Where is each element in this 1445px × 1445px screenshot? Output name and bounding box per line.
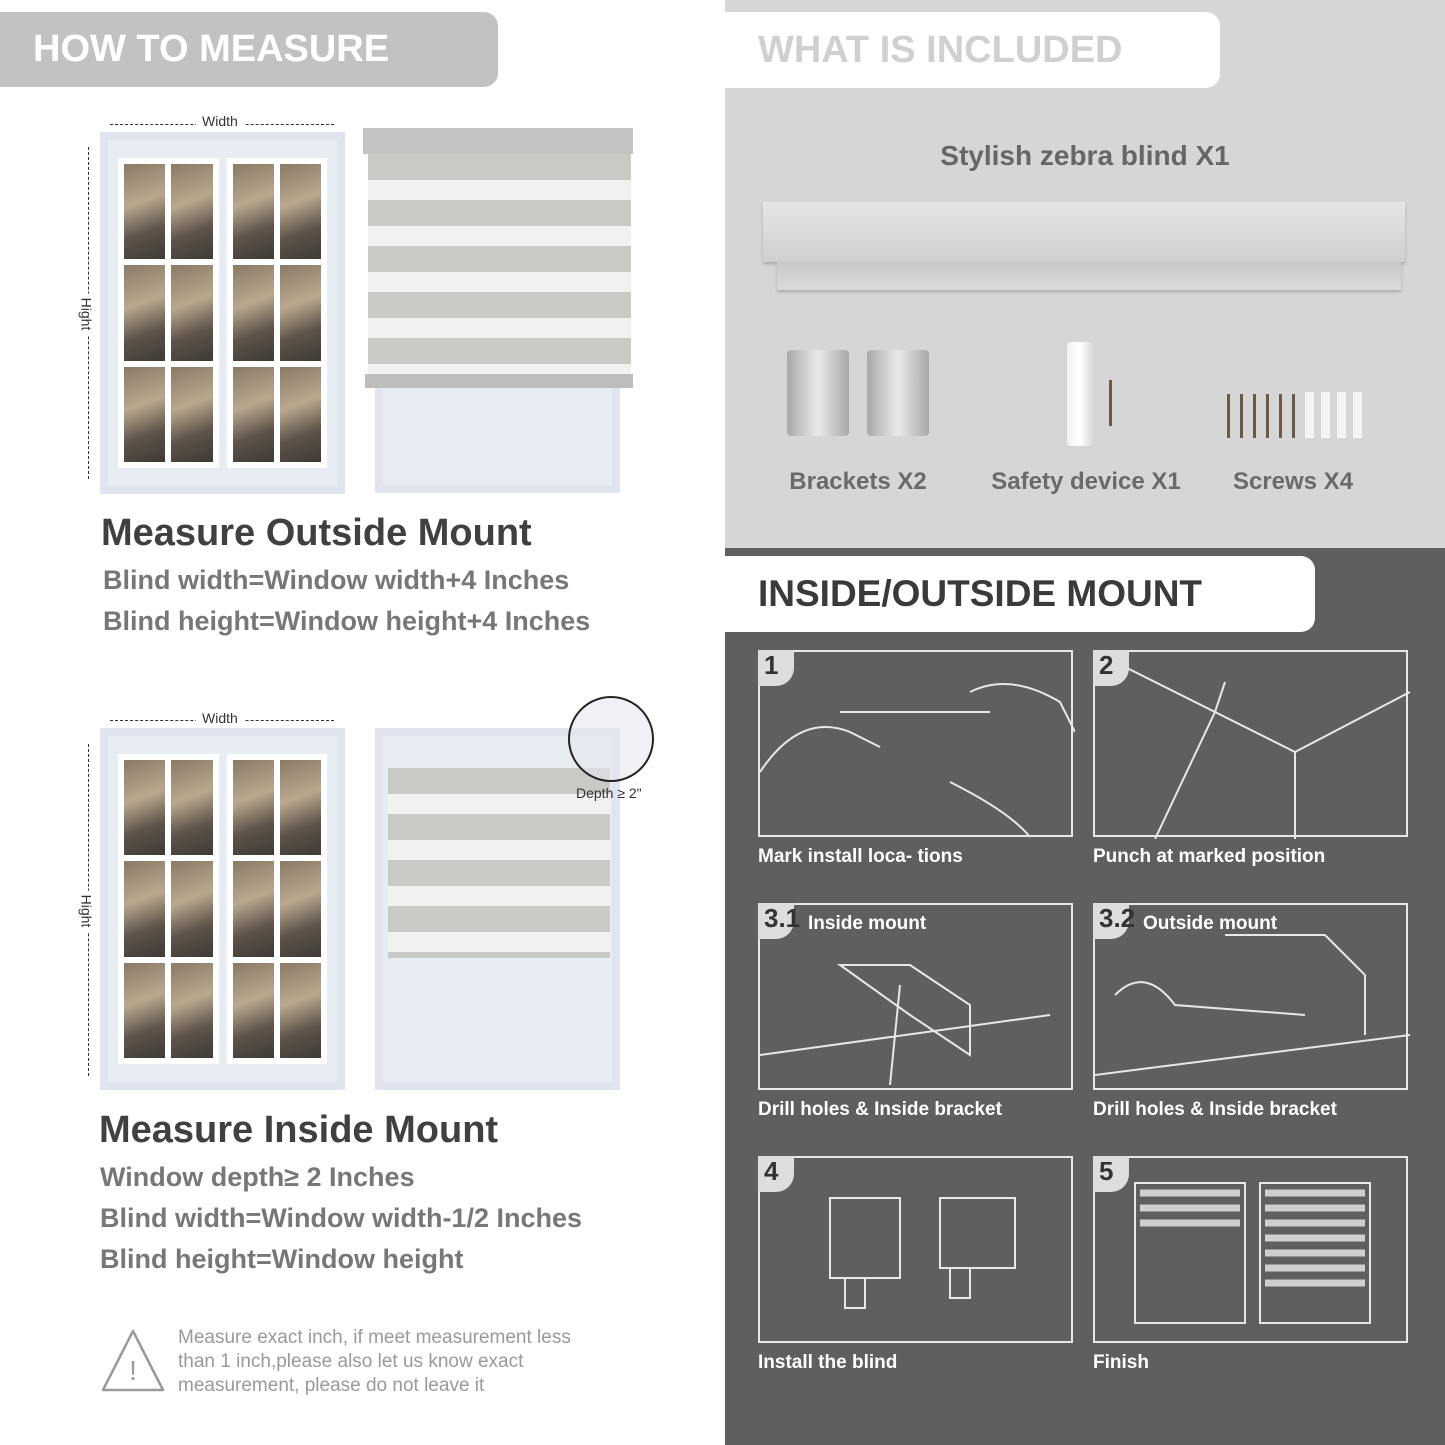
- warning-line: Measure exact inch, if meet measurement less: [178, 1327, 571, 1348]
- step-number: 3.2: [1093, 903, 1129, 939]
- outside-mount-rules: [103, 560, 590, 642]
- included-item-label: Screws X4: [1232, 468, 1354, 495]
- step-title: Outside mount: [1143, 913, 1278, 934]
- step-number: 1: [758, 650, 794, 686]
- step-5-illustration: [758, 1156, 1073, 1343]
- step-number: 3.1: [758, 903, 794, 939]
- height-label: Hight: [78, 891, 94, 932]
- mount-header: INSIDE/OUTSIDE MOUNT: [725, 556, 1315, 632]
- step-caption: Drill holes & Inside bracket: [1093, 1099, 1337, 1120]
- step-6-illustration: [1093, 1156, 1408, 1343]
- warning-text: [178, 1326, 571, 1398]
- inside-mount-rules: [100, 1157, 582, 1280]
- outside-mount-title: Measure Outside Mount: [101, 512, 532, 554]
- step-number: 4: [758, 1156, 794, 1192]
- what-is-included-panel: [725, 0, 1445, 548]
- included-item-label: Safety device X1: [991, 468, 1181, 495]
- step-caption: Mark install loca- tions: [758, 846, 963, 867]
- headrail-image: [763, 202, 1405, 262]
- svg-text:!: !: [129, 1355, 137, 1386]
- step-2-illustration: [1093, 650, 1408, 837]
- step-number: 2: [1093, 650, 1129, 686]
- what-is-included-header: WHAT IS INCLUDED: [725, 12, 1220, 88]
- how-to-measure-header: HOW TO MEASURE: [0, 12, 498, 87]
- rule-line: Blind width=Window width+4 Inches: [103, 565, 570, 595]
- step-1-illustration: [758, 650, 1073, 837]
- warning-line: than 1 inch,please also let us know exact: [178, 1351, 524, 1372]
- included-item-label: Brackets X2: [789, 468, 927, 495]
- width-label: Width: [196, 113, 244, 129]
- height-label: Hight: [78, 294, 94, 335]
- warning-line: measurement, please do not leave it: [178, 1375, 485, 1396]
- step-illustration-icon: [760, 1158, 1075, 1345]
- step-illustration-icon: [1095, 652, 1410, 839]
- depth-label: Depth ≥ 2": [576, 785, 642, 801]
- depth-magnifier: [568, 696, 654, 782]
- width-label: Width: [196, 710, 244, 726]
- rule-line: Blind width=Window width-1/2 Inches: [100, 1203, 583, 1233]
- step-title: Inside mount: [808, 913, 927, 934]
- rule-line: Blind height=Window height: [100, 1244, 464, 1274]
- step-4-illustration: [1093, 903, 1408, 1090]
- main-item-label: Stylish zebra blind X1: [940, 140, 1230, 171]
- step-caption: Punch at marked position: [1093, 846, 1326, 867]
- step-3-illustration: [758, 903, 1073, 1090]
- step-caption: Finish: [1093, 1352, 1149, 1373]
- warning-triangle-icon: [100, 1328, 166, 1394]
- inside-mount-title: Measure Inside Mount: [99, 1109, 499, 1151]
- rule-line: Blind height=Window height+4 Inches: [103, 606, 591, 636]
- step-caption: Drill holes & Inside bracket: [758, 1099, 1002, 1120]
- zebra-blind-image: [368, 154, 631, 376]
- step-caption: Install the blind: [758, 1352, 898, 1373]
- step-illustration-icon: [1095, 1158, 1410, 1345]
- step-number: 5: [1093, 1156, 1129, 1192]
- rule-line: Window depth≥ 2 Inches: [100, 1162, 415, 1192]
- step-illustration-icon: [760, 652, 1075, 839]
